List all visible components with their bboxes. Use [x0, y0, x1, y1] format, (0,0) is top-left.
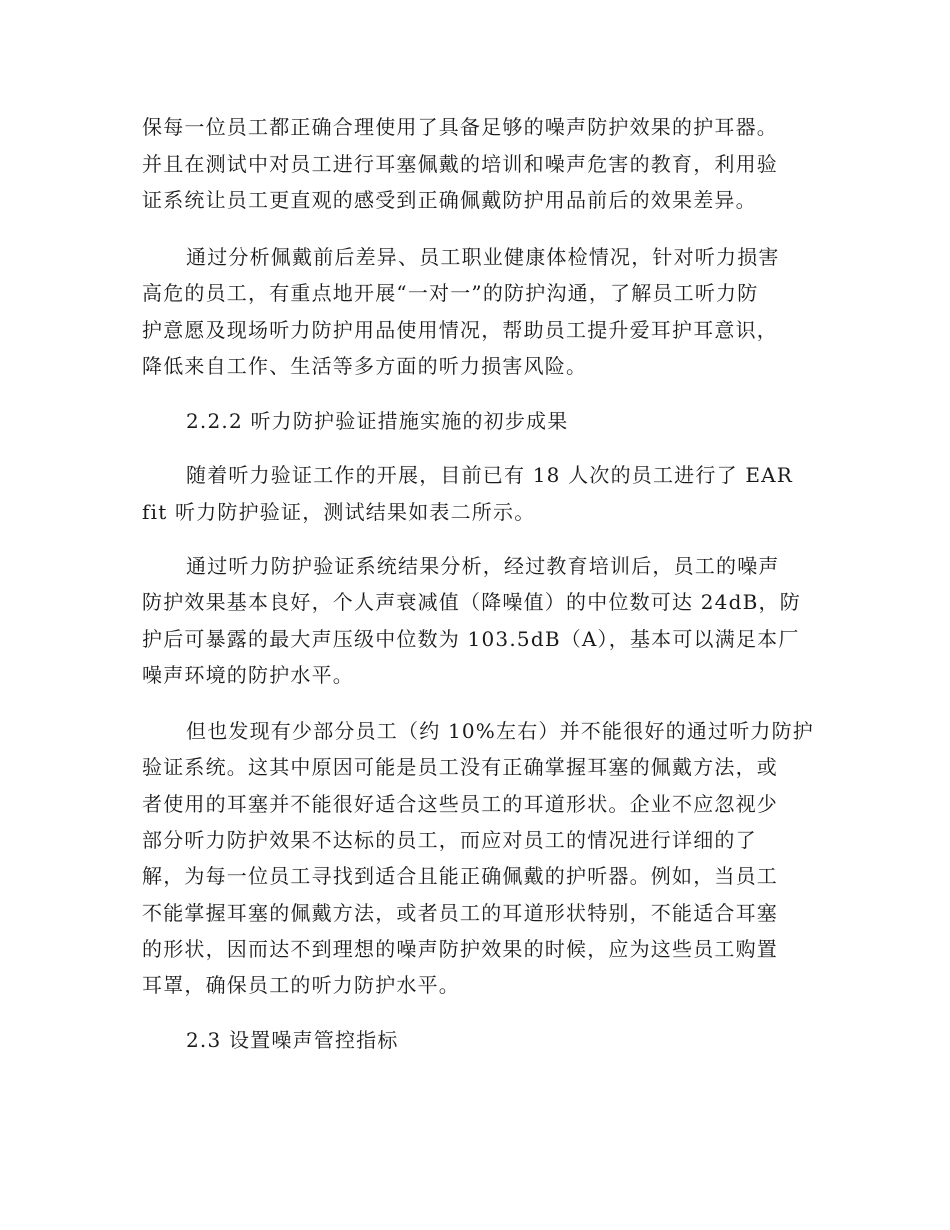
text-line: 降低来自工作、生活等多方面的听力损害风险。 — [142, 354, 588, 378]
text-line: 通过分析佩戴前后差异、员工职业健康体检情况，针对听力损害 — [186, 245, 780, 269]
text-line: 的形状，因而达不到理想的噪声防护效果的时候，应为这些员工购置 — [142, 937, 778, 961]
text-line: 保每一位员工都正确合理使用了具备足够的噪声防护效果的护耳器。 — [142, 115, 778, 139]
text-line: 耳罩，确保员工的听力防护水平。 — [142, 973, 460, 997]
section-heading-2-2-2: 2.2.2 听力防护验证措施实施的初步成果 — [186, 409, 569, 433]
section-heading-2-3: 2.3 设置噪声管控指标 — [186, 1028, 399, 1052]
text-line: 者使用的耳塞并不能很好适合这些员工的耳道形状。企业不应忽视少 — [142, 792, 778, 816]
text-line: 随着听力验证工作的开展，目前已有 18 人次的员工进行了 EAR — [186, 463, 794, 487]
text-line: 防护效果基本良好，个人声衰减值（降噪值）的中位数可达 24dB，防 — [142, 590, 801, 614]
text-line: 护意愿及现场听力防护用品使用情况，帮助员工提升爱耳护耳意识， — [142, 318, 778, 342]
text-line: 但也发现有少部分员工（约 10%左右）并不能很好的通过听力防护 — [186, 719, 815, 743]
text-line: fit 听力防护验证，测试结果如表二所示。 — [142, 500, 536, 524]
text-line: 证系统让员工更直观的感受到正确佩戴防护用品前后的效果差异。 — [142, 188, 757, 212]
text-line: 不能掌握耳塞的佩戴方法，或者员工的耳道形状特别，不能适合耳塞 — [142, 901, 778, 925]
text-line: 高危的员工，有重点地开展“一对一”的防护沟通，了解员工听力防 — [142, 281, 759, 305]
text-line: 验证系统。这其中原因可能是员工没有正确掌握耳塞的佩戴方法，或 — [142, 755, 778, 779]
text-line: 通过听力防护验证系统结果分析，经过教育培训后，员工的噪声 — [186, 554, 780, 578]
text-line: 部分听力防护效果不达标的员工，而应对员工的情况进行详细的了 — [142, 828, 757, 852]
text-line: 护后可暴露的最大声压级中位数为 103.5dB（A），基本可以满足本厂 — [142, 627, 800, 651]
text-line: 解，为每一位员工寻找到适合且能正确佩戴的护听器。例如，当员工 — [142, 864, 778, 888]
text-line: 噪声环境的防护水平。 — [142, 663, 354, 687]
text-line: 并且在测试中对员工进行耳塞佩戴的培训和噪声危害的教育，利用验 — [142, 152, 778, 176]
